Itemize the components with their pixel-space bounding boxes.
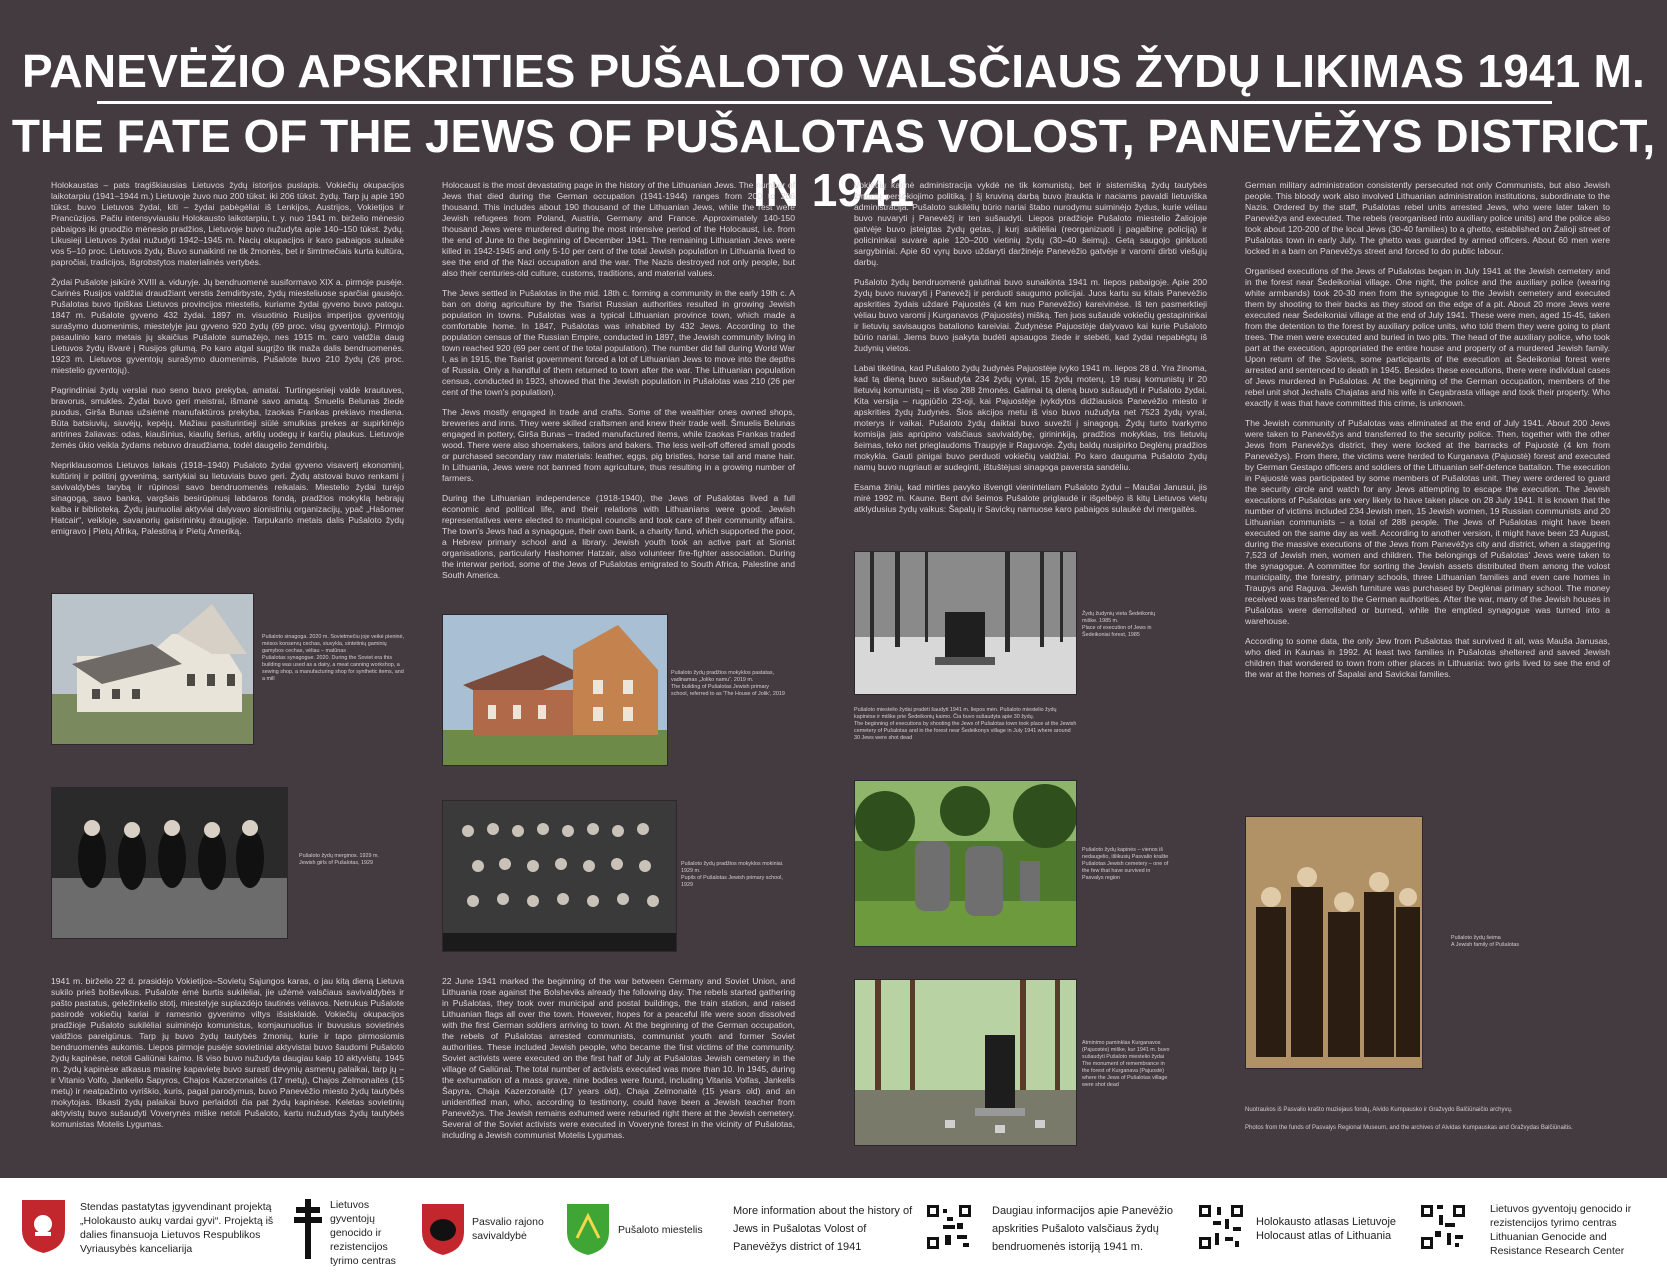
column-1-text	[51, 180, 404, 546]
caption-sedeikoniai-site: Žydų žudynių vieta Šedeikonių miške. 1985 m. Place of execution of Jews in Šedeikoniai forest, 1985	[1082, 611, 1156, 638]
paragraph: Žydai Pušalote įsikūrė XVIII a. viduryje. Jų bendruomenė susiformavo XIX a. pirmoje pusėje. Carinės Rusijos valdžiai draudžiant verstis žemdirbyste, žydų miesteliuose sparčiai gausėjo. Pušalotas buvo tipiškas Lietuvos provincijos miestelis, kuriame žydai gyveno buvo patogu. 1847 m. Pušalote gyveno 432 žydai. 1897 m. visuotinio Rusijos imperijos gyventojų surašymo duomenimis, miestelyje jau gyveno 920 žydų (69 proc. visų gyventojų). Pirmojo pasaulinio karo metais jų skaičius Pušalote sumažėjo, nes 1915 m. caro valdžia daug Lietuvos žydų išvarė į Rusijos gilumą. Po karo atgal sugrįžo tik maža dalis bendruomenės. 1923 m. Lietuvos gyventojų surašymo duomenimis, Pušalote buvo 210 žydų (26 proc. miestelio gyventojų).	[51, 277, 404, 375]
paragraph: Pušaloto žydų bendruomenė galutinai buvo sunaikinta 1941 m. liepos pabaigoje. Apie 200 žydų buvo nuvaryti į Panevėžį ir perduoti saugumo policijai. Juos kartu su kitais Panevėžio apskrities žydais uždarė Pajuostės (4 km nuo Panevėžio) kareivinėse. Iš ten pasmerktieji vėliau buvo varomi į Kurganavos (Pajuostės) mišką. Ten juos sušaudė vokiečių gestapininkai ir lietuvių savisaugos bataliono kareiviai. Žudynėse Pajuostėje dalyvavo kai kurie Pušaloto būrio nariai. Jiems buvo įsakyta budėti apsaugos žiede ir stebėti, kad žydai nepabėgtų iš žudynių vietos.	[854, 277, 1207, 353]
column-3-text	[854, 180, 1207, 524]
paragraph: Holocaust is the most devastating page in the history of the Lithuanian Jews. The number of Jews that died during the German occupation (1941-1944) ranges from 200 to 206 thousand. This includes about 190 thousand of the Lithuanian Jews, while the rest were Jewish refugees from Poland, Austria, Germany and France. Approximately 140-150 thousand Jews were murdered during the most intensive period of the Holocaust, i.e. from the end of June to the beginning of December 1941. The remaining Lithuanian Jews were killed in 1942-1945 and only 5-10 per cent of the total Jewish population in Lithuania lived to see the end of the Nazi occupation and the war. The Nazis destroyed not only people, but also their centuries-old culture, customs, traditions, and material values.	[442, 180, 795, 278]
qr-code-1[interactable]	[927, 1205, 971, 1249]
photo-school-pupils	[442, 800, 677, 952]
caption-jewish-family: Pušaloto žydų šeima A Jewish family of Pušalotas	[1451, 935, 1520, 948]
column-2-text	[442, 180, 795, 590]
photo-sedeikoniai-site	[854, 551, 1077, 695]
paragraph: Pagrindiniai žydų verslai nuo seno buvo prekyba, amatai. Turtingesnieji valdė krautuves, bravorus, smukles. Žydai buvo geri meistrai, išmanė savo amatą. Šmuelis Belunas žiedė puodus, Girša Bunas užsiėmė manufaktūros prekyba, Izaokas Frankas prekiavo mediena. Būta batsiuvių, siuvėjų, kepėjų. Mažiau pasiturintieji siūlė smulkias prekes ar supirkinėjo antrines žaliavas: odas, kiaušinius, kiaulių šerius, arklių uodegų ir karčių plaukus. Lietuvoje žemės ūkio veikla žydams nebuvo draudžiama, todėl daugelio žemdirbių.	[51, 385, 404, 450]
paragraph: 1941 m. birželio 22 d. prasidėjo Vokietijos–Sovietų Sąjungos karas, o jau kitą dieną Lietuva sukilo prieš bolševikus. Pušalote ėmė burtis sukilėliai, jie užėmė valsčiaus savivaldybės ir pašto pastatus, geležinkelio stotį, miestelyje suplazdėjo tautinės vėliavos. Netrukus Pušalote pasirodė vokiečių kariai ir ramesnio gyvenimo viltys išsisklaidė. Vokiečių okupacijos pradžioje Pušaloto sukilėliai suiminėjo komunistus, komjaunuolius ir buvusius sovietinės valdžios pareigūnus. Tarp jų buvo žydų tautybės žmonių, kurie ir tapo pirmosiomis bendruomenės aukomis. Liepos pirmoje pusėje sovietiniai aktyvistai buvo šaudomi Pušaloto žydų kapinėse, netoli Galiūnai kaimo. Iš viso buvo nužudyta daugiau kaip 10 aktyvistų. 1945 m. žydų kapinėse atkasus masinę kapavietę buvo surasti devynių asmenų palaikai, tarp jų – ir Vitanio Volfo, Jankelio Šapyros, Chajos Kazerzonaitės (17 metų), Chajos Zelmonaitės (15 metų) ir neatpažinto vyriškio, kuris, pagal parodymus, buvo Panevėžio miesto žydų tautybės mokytojas. Iškasti žydų palaikai buvo perlaidoti čia pat žydų kapinėse. Keletas sovietinių aktyvistų buvo sušaudyti Voverynės miške netoli Pušaloto, kartu nužudytas žydų tautybės komunistas Motelis Lygumas.	[51, 976, 404, 1129]
photo-jewish-girls	[51, 787, 288, 939]
paragraph: Organised executions of the Jews of Pušalotas began in July 1941 at the Jewish cemetery and in the forest near Šedeikoniai village. One night, the police and the auxiliary police (wearing white armbands) took 20-30 men from the synagogue to the Jewish cemetery and executed them by shooting to their backs as they stood on the edge of a pit. About 20 more Jews were executed near Šedeikoniai village at the end of July 1941. These were men, aged 15-45, taken from the detention to the forest by auxiliary police units, who told them they were going to plant trees. The men were executed and buried in two pits. The head of the auxiliary police, who took part at the execution, appropriated the entire house and property of a murdered Jewish family. Upon return of the Soviets, some participants of the execution at Šedeikoniai forest were arrested and sentenced to death in 1945. Besides these executions, there were individual cases of Jews murdered in Pušalotas. At the beginning of the German occupation, members of the rebel unit shot Jechalis Chajatas and his wife in Gegabrasta village and took their property. Who exactly it was that have committed this crime, is unknown.	[1245, 266, 1610, 408]
project-funding-text: Stendas pastatytas įgyvendinant projektą „Holokausto aukų vardai gyvi“. Projektą iš dalies finansuoja Lietuvos Respublikos Vyriausybės kanceliarija	[80, 1201, 274, 1255]
lithuania-coat-of-arms-icon	[20, 1198, 67, 1254]
caption-jewish-girls: Pušaloto žydų merginos. 1929 m. Jewish girls of Pušalotas, 1929	[299, 853, 380, 866]
photo-credits-lt: Nuotraukos iš Pasvalio krašto muziejaus fondų, Alvido Kumpausko ir Gražvydo Balčiūnaičio archyvų.	[1245, 1107, 1513, 1113]
caption-school-building: Pušaloto žydų pradžios mokyklos pastatas, vadinamas „Joliko namu“. 2019 m. The building of Pušalotas Jewish primary school, referred to as 'The House of Jolik', 2019	[671, 670, 785, 697]
photo-school-building	[442, 614, 668, 766]
pusalotas-coat-of-arms-icon	[565, 1202, 611, 1256]
paragraph: Labai tikėtina, kad Pušaloto žydų žudynės Pajuostėje įvyko 1941 m. liepos 28 d. Yra žinoma, kad tą dieną buvo sušaudyta 234 žydų vyrai, 15 žydų moterų, 19 rusų komunistų ir 20 lietuvių komunistų – iš viso 288 žmonės. Galimai tą dieną buvo sušaudyti ir Pušaloto žydai. Kita versija – rugpjūčio 23-oji, kai Pajuostėje įvykdytos didžiausios Panevėžio miesto ir apskrities žydų žudynės. Šios akcijos metu iš viso buvo nužudyta net 7523 žydų vyrai, moterys ir vaikai. Pušaloto žydų daiktai buvo suvežti į sinagogą. Žydų turto tvarkymo komisija jais aprūpino valsčiaus savivaldybę, girininkiją, pradžios mokyklas, tris lietuvių šeimas, teko net prieglaudoms Traupyje ir Raguvoje. Žydų baldų nusipirko Deglėnų pradžios mokykla. Gauti pinigai buvo perduoti vokiečių valdžiai. Po karo dauguma Pušaloto žydų namų buvo nugriauti ar sudeginti, ištuštėjusi sinagoga paversta sandėliu.	[854, 363, 1207, 472]
column-1-bottom-text	[51, 976, 404, 1139]
pasvalys-coat-of-arms-icon	[420, 1202, 466, 1256]
caption-school-pupils: Pušaloto žydų pradžios mokyklos mokiniai. 1929 m. Pupils of Pušalotas Jewish primary school, 1929	[681, 861, 784, 888]
more-info-english-text: More information about the history of Jews in Pušalotas Volost of Panevėžys district of 1941	[733, 1205, 913, 1253]
footer	[0, 1178, 1667, 1280]
caption-synagogue: Pušaloto sinagoga. 2020 m. Sovietmečiu joje veikė pieninė, mėsos konservų cechas, siuvykla, sintetinių gaminių gamybos cechas, vėliau – malūnas Pušalotas synagogue. 2020. During the Soviet era this building was used as a dairy, a meat canning workshop, a sewing shop, a manufacturing shop for synthetic items, and a mill	[262, 634, 405, 682]
paragraph: The Jews settled in Pušalotas in the mid. 18th c. forming a community in the early 19th c. A ban on doing agriculture by the Tsarist Russian authorities resulted in growing Jewish population in towns. Pušalotas was a typical Lithuanian province town, which made a comfortable home. In 1847, Pušalotas was inhabited by 432 Jews. According to the population census of the Russian Empire, conducted in 1897, the Jewish community living in town reached 920 (69 per cent of the total population). The number did fall during World War I, as in 1915, the Tsarist government forced a lot of Lithuanian Jews to move into the depths of Russia. Only a handful of them returned to town after the war. The Lithuanian population census, conducted in 1923, showed that the Jewish population in Pušalotas was 210 (26 per cent of the town's population).	[442, 288, 795, 397]
paragraph: German military administration consistently persecuted not only Communists, but also Jewish people. This bloody work also involved Lithuanian administration institutions, subordinate to the Nazis. Ordered by the staff, Pušalotas rebel units arrested Jews, who were later taken to Panevėžys and executed. The rebels (reorganised into auxiliary police units) and the police also took about 120-200 of the local Jews (30-40 families) to a ghetto, established on Žalioji street of Pušalotas town in early July. The ghetto was guarded by armed officers. About 60 men were locked in a barn on Panevėžys street and forced to do public labour.	[1245, 180, 1610, 256]
column-4-text	[1245, 180, 1610, 689]
photo-kurganava-monument	[854, 979, 1077, 1146]
paragraph: Nepriklausomos Lietuvos laikais (1918–1940) Pušaloto žydai gyveno visavertį ekonominį, kultūrinį ir politinį gyvenimą, santykiai su lietuviais buvo geri. Žydų atstovai buvo renkami į savivaldybės tarybą ir rūpinosi savo bendruomenės reikalais. Miestelio žydai turėjo sinagogą, savo banką, vargšais besirūpinusį labdaros fondą, pradžios mokyklą hebrajų kalba ir biblioteką. Žydų jaunuoliai aktyviai dalyvavo sionistinių organizacijų, ypač „Hašomer Hatcair“, veikloje, savanorių gaisrininkų draugijoje. Tarpukario metais dalis Pušaloto žydų emigravo į Pietų Afriką, Palestiną ir Pietų Ameriką.	[51, 460, 404, 536]
title-lithuanian: PANEVĖŽIO APSKRITIES PUŠALOTO VALSČIAUS ŽYDŲ LIKIMAS 1941 M.	[21, 45, 1646, 97]
paragraph: 22 June 1941 marked the beginning of the war between Germany and Soviet Union, and Lithuania rose against the Bolsheviks already the following day. The rebels started gathering in Pušalotas, they took over municipal and postal buildings, the train station, and raised Lithuanian flags all over the town. However, hopes for a peaceful life were soon dissolved with the first German soldiers arriving to town. At the beginning of the German occupation, the rebels of Pušalotas arrested communists, communist youth and former Soviet authorities. These included Jewish people, who became the first victims of the community. Soviet activists were executed on the first half of July at Pušalotas Jewish cemetery in the village of Galiūnai. The total number of activists executed was more than 10. In 1945, during the exhumation of a mass grave, nine bodies were found, including Vitanis Volfas, Jankelis Šapyra, Chaja Kazerzonaitė (17 years old), Chaja Zelmonaitė (15 years old) and an unidentified man, who, according to testimony, could have been a Jewish teacher from Panevėžys. The Jewish remains exhumed were reburied right there at the Jewish cemetery. Several of the Soviet activists were executed in Voverynė forest in the vicinity of Pušalotas, including a Jewish communist Motelis Lygumas.	[442, 976, 795, 1140]
holocaust-atlas-text: Holokausto atlasas Lietuvoje Holocaust atlas of Lithuania	[1256, 1216, 1397, 1242]
caption-kurganava-monument: Atminimo paminklas Kurganavos (Pajuostės) miške, kur 1941 m. buvo sušaudyti Pušaloto miestelio žydai The monument of remembrance in the forest of Kurganava (Pajuostė) where the Jews of Pušalotas village were shot dead	[1082, 1040, 1170, 1088]
qr-code-3[interactable]	[1421, 1205, 1465, 1249]
paragraph: Holokaustas – pats tragiškiausias Lietuvos žydų istorijos puslapis. Vokiečių okupacijos laikotarpiu (1941–1944 m.) Lietuvoje žuvo nuo 200 tūkst. iki 206 tūkst. žydų. Tarp jų apie 190 tūkst. buvo Lietuvos žydai, kiti – žydai pabėgėliai iš Lenkijos, Austrijos, Vokietijos ir Prancūzijos. Pačiu intensyviausiu Holokausto laikotarpiu, t. y. nuo 1941 m. birželio mėnesio pabaigos iki gruodžio mėnesio pradžios, Lietuvoje buvo nužudyta apie 140–150 tūkst. žydų. Likusieji Lietuvos žydai nužudyti 1942–1945 m. Nacių okupacijos ir karo pabaigos sulaukė vos 5–10 proc. Lietuvos žydų. Buvo sunaikinti ne tik žmonės, bet ir šimtmečiais kurta kultūra, papročiai, tradicijos, išgrobstytos materialinės vertybės.	[51, 180, 404, 267]
genocide-center-long-text: Lietuvos gyventojų genocido ir rezistencijos tyrimo centras Lithuanian Genocide and Resistance Research Center	[1490, 1203, 1632, 1257]
photo-jewish-family	[1245, 816, 1423, 1069]
genocide-center-logo-icon	[292, 1199, 324, 1259]
paragraph: During the Lithuanian independence (1918-1940), the Jews of Pušalotas lived a full economic and political life, and their relations with Lithuanians were good. Jewish representatives were elected to municipal councils and took care of their community affairs. The town's Jews had a synagogue, their own bank, a charity fund, which supported the poor, a Hebrew primary school and a library. Jewish youth took an active part at Sionist organisations, particularly Hashomer Hatzair, also volunteer fire-fighter association. During the interwar period, some of the Jews of Pušalotas emigrated to South Africa, Palestine and South America.	[442, 493, 795, 580]
pusalotas-town-text: Pušaloto miestelis	[618, 1224, 703, 1236]
caption-sedeikoniai-long: Pušaloto miestelio žydai pradėti šaudyti 1941 m. liepos mėn. Pušaloto miestelio žydų kapinėse ir miške prie Šedeikonių kaimo. Čia buvo sušaudyta apie 30 žydų. The beginning of executions by shooting the Jews of Pušalotas town took place at the Jewish cemetery of Pušalotas and in the forest near Šedeikonys village in July 1941 where around 30 Jews were shot dead	[854, 707, 1077, 741]
title-divider	[97, 101, 1552, 104]
more-info-lithuanian-text: Daugiau informacijos apie Panevėžio apskrities Pušaloto valsčiaus žydų bendruomenės istoriją 1941 m.	[992, 1205, 1173, 1253]
paragraph: The Jewish community of Pušalotas was eliminated at the end of July 1941. About 200 Jews were taken to Panevėžys and transferred to the security police. Then, together with the other Jews from Panevėžys district, they were locked at the barracks of Pajuostė (4 km from Panevėžys). From there, the victims were herded to Kurganava (Pajuostė) forest and executed by German Gestapo officers and soldiers of the Lithuanian self-defence battalion. The execution in Pajuostė was participated by some members of Pušalotas unit. They were ordered to guard the security circle and watch for any Jews attempting to escape the execution. The Jewish executions of Pušalotas are very likely to have taken place on 28 July 1941. It is known that the number of victims included 234 Jewish men, 15 Jewish women, 19 Russian communists and 20 Lithuanian communists – a total of 288 people. The Jews of Pušalotas might have been executed on the same day as well. According to another version, it might have been 23 August, during the massive executions of the Jews from Panevėžys city and district, when a staggering 7,523 of Jewish men, women and children. The belongings of Pušalotas' Jews were taken to the synagogue. A committee for sorting the Jewish assets distributed them among the volost municipality, the forestry, primary schools, three Lithuanian families and even care homes in Traupys and Raguva. Jewish furniture was purchased by Deglėnai primary school. The money received was transferred to the German authorities. After the war, many of the Jewish houses in Pušalotas were demolished or burned, while the emptied synagogue was turned into a warehouse.	[1245, 418, 1610, 626]
caption-jewish-cemetery: Pušaloto žydų kapinės – vienos iš nedaugelio, išlikusių Pasvalio krašte Pušalotas Jewish cemetery – one of the few that have survived in Pasvalys region	[1082, 847, 1169, 881]
title-english: THE FATE OF THE JEWS OF PUŠALOTAS VOLOST, PANEVĖŽYS DISTRICT, IN 1941	[11, 110, 1656, 216]
column-2-bottom-text	[442, 976, 795, 1150]
pasvalys-municipality-text: Pasvalio rajono savivaldybė	[472, 1216, 544, 1242]
paragraph: Esama žinių, kad mirties pavykо išvengti vieninteliam Pušaloto žydui – Maušai Janusui, jis mirė 1992 m. Kaune. Bent dvi šeimos Pušalote priglaudė ir išgelbėjo iš kitų Lietuvos vietų atklydusius žydų vaikus: Šapalų ir Savickų namuose karo pabaigos sulaukė dvi mergaitės.	[854, 482, 1207, 514]
paragraph: The Jews mostly engaged in trade and crafts. Some of the wealthier ones owned shops, breweries and inns. They were skilled craftsmen and knew their trade well. Šmuelis Belunas engaged in pottery, Girša Bunas – traded manufactured items, while Izaokas Frankas traded wood. There were also shoemakers, tailors and bakers. The less well-off offered small goods or purchased secondary raw materials: leather, eggs, pig bristles, horse tail and mane hair. In Lithuania, Jews were not banned from agriculture, thus resulting in a growing number of farmers.	[442, 407, 795, 483]
paragraph: According to some data, the only Jew from Pušalotas that survived it all, was Mauša Janusas, who died in Kaunas in 1992. At least two families in Pušalotas sheltered and saved Jewish children that wondered to town from other places in Lithuania: two girls lived to see the end of the war at the homes of Šapalai and Savickai families.	[1245, 636, 1610, 679]
paragraph: Vokiečių karinė administracija vykdė ne tik komunistų, bet ir sistemišką žydų tautybės žmonių persekiojimo politiką. Į šį kruviną darbą buvo įtraukta ir naciams pavaldi lietuviška administracija. Pušaloto sukilėlių būrio nariai štabo nurodymu suiminėjo žydus, kurie vėliau buvo nuvaryti į Panevėžį ir ten sušaudyti. Liepos pradžioje Pušaloto miestelio Žaliojoje gatvėje buvo įsteigtas žydų getas, į kurį sukilėliai (reorganizuoti į pagalbinę policiją) ir policininkai suvarė apie 120–200 vietinių žydų (30–40 šeimų). Getą saugojo ginkluoti sargybiniai. Apie 60 vyrų buvo uždaryti daržinėje Panevėžio gatvėje ir varomi dirbti viešųjų darbų.	[854, 180, 1207, 267]
genocide-center-short-text: Lietuvos gyventojų genocido ir rezistencijos tyrimo centras	[330, 1199, 396, 1267]
qr-code-2[interactable]	[1199, 1205, 1243, 1249]
photo-jewish-cemetery	[854, 780, 1077, 947]
photo-credits-en: Photos from the funds of Pasvalys Regional Museum, and the archives of Alvidas Kumpauskas and Gražvydas Balčiūnaitis.	[1245, 1125, 1573, 1131]
photo-synagogue	[51, 593, 254, 745]
